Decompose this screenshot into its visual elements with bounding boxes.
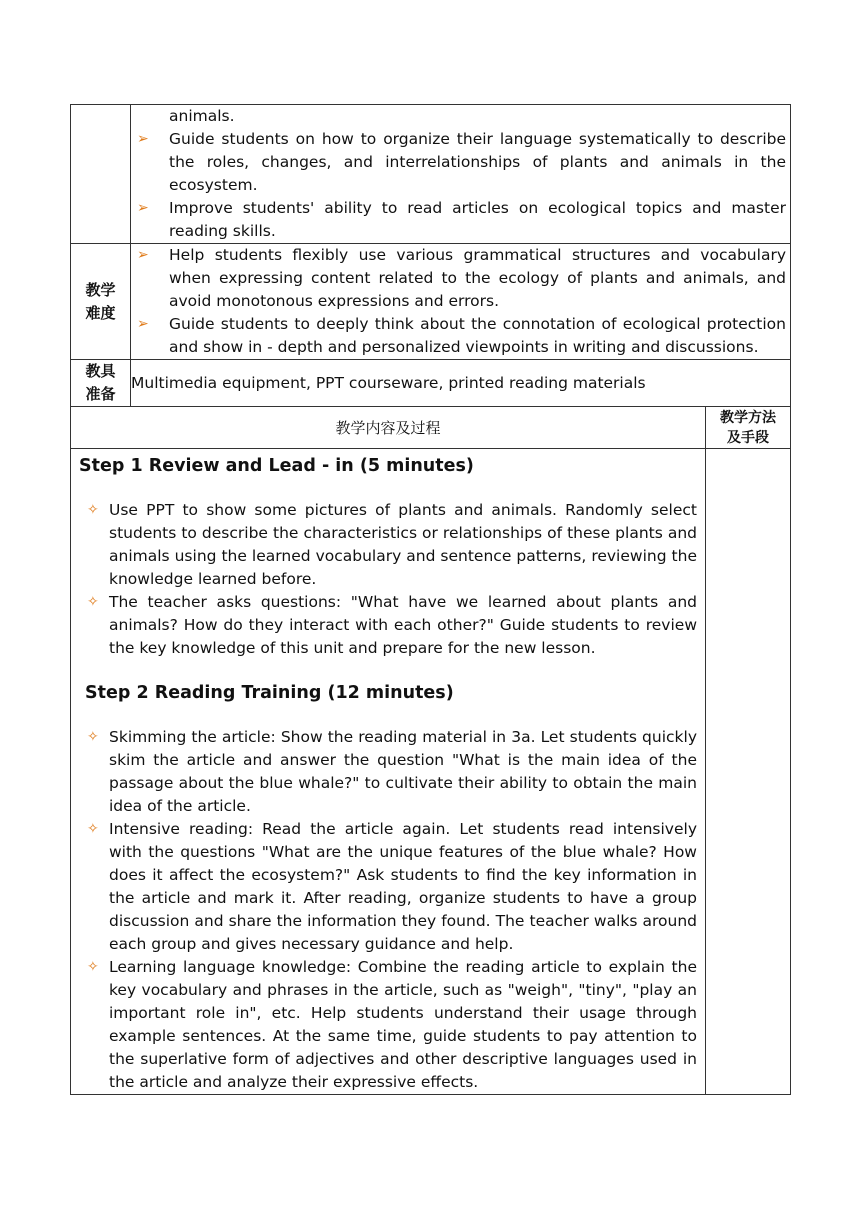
method-heading: 教学方法 及手段: [706, 407, 791, 449]
list-item: ➢ Guide students on how to organize their language systematically to describe the roles, changes, and interrelationships of plants and animals in the ecosystem.: [137, 130, 786, 194]
empty-label-cell: [71, 105, 131, 244]
arrow-bullet-icon: ➢: [137, 316, 149, 332]
method-content-cell: [706, 449, 791, 1095]
diamond-bullet-icon: ✧: [87, 959, 99, 975]
list-item: ✧ Skimming the article: Show the reading material in 3a. Let students quickly skim the article and answer the question "What is the main idea of the passage about the blue whale?" to cultivate their ability to obtain the main idea of the article.: [87, 728, 697, 815]
diamond-bullet-icon: ✧: [87, 821, 99, 837]
lesson-plan-table: [70, 104, 791, 1095]
objectives-continuation-row: [71, 105, 791, 244]
list-item: ➢ Guide students to deeply think about the connotation of ecological protection and show in - depth and personalized viewpoints in writing and discussions.: [137, 315, 786, 356]
step-2-list: [79, 726, 701, 1094]
diamond-bullet-icon: ✧: [87, 729, 99, 745]
process-content-heading: 教学内容及过程: [71, 407, 706, 449]
step-2-title: Step 2 Reading Training (12 minutes): [85, 683, 454, 703]
objectives-bullet-list: [131, 128, 790, 243]
list-item: ✧ Use PPT to show some pictures of plants and animals. Randomly select students to describe the characteristics or relationships of these plants and animals using the learned vocabulary and sentence patterns, reviewing the knowledge learned before.: [87, 501, 697, 588]
process-header-row: [71, 407, 791, 449]
step-1-list: [79, 499, 701, 660]
diamond-bullet-icon: ✧: [87, 594, 99, 610]
arrow-bullet-icon: ➢: [137, 247, 149, 263]
list-item: ✧ Learning language knowledge: Combine the reading article to explain the key vocabulary and phrases in the article, such as "weigh", "tiny", "play an important role in", etc. Help students understand their usage through example sentences. At the same time, guide students to pay attention to the superlative form of adjectives and other descriptive languages used in the article and analyze their expressive effects.: [87, 958, 697, 1091]
difficulty-content-cell: [131, 244, 791, 360]
objectives-continuation-cell: [131, 105, 791, 244]
list-item: ✧ The teacher asks questions: "What have we learned about plants and animals? How do they interact with each other?" Guide students to review the key knowledge of this unit and prepare for the new lesson.: [87, 593, 697, 657]
difficulty-bullet-list: [131, 244, 790, 359]
process-content-row: [71, 449, 791, 1095]
teaching-difficulty-row: [71, 244, 791, 360]
continuation-text: animals.: [169, 107, 235, 125]
list-item: ➢ Improve students' ability to read articles on ecological topics and master reading skills.: [137, 199, 786, 240]
arrow-bullet-icon: ➢: [137, 131, 149, 147]
equipment-text: Multimedia equipment, PPT courseware, printed reading materials: [131, 360, 791, 407]
diamond-bullet-icon: ✧: [87, 502, 99, 518]
equipment-label: 教具 准备: [71, 360, 131, 407]
list-item: ✧ Intensive reading: Read the article again. Let students read intensively with the questions "What are the unique features of the blue whale? How does it affect the ecosystem?" Ask students to find the key information in the article and mark it. After reading, organize students to have a group discussion and share the information they found. The teacher walks around each group and gives necessary guidance and help.: [87, 820, 697, 953]
step-1-title: Step 1 Review and Lead - in (5 minutes): [79, 456, 474, 476]
arrow-bullet-icon: ➢: [137, 200, 149, 216]
process-content-cell: [71, 449, 706, 1095]
teaching-equipment-row: [71, 360, 791, 407]
difficulty-label: 教学 难度: [71, 244, 131, 360]
list-item: ➢ Help students flexibly use various grammatical structures and vocabulary when expressing content related to the ecology of plants and animals, and avoid monotonous expressions and errors.: [137, 246, 786, 310]
